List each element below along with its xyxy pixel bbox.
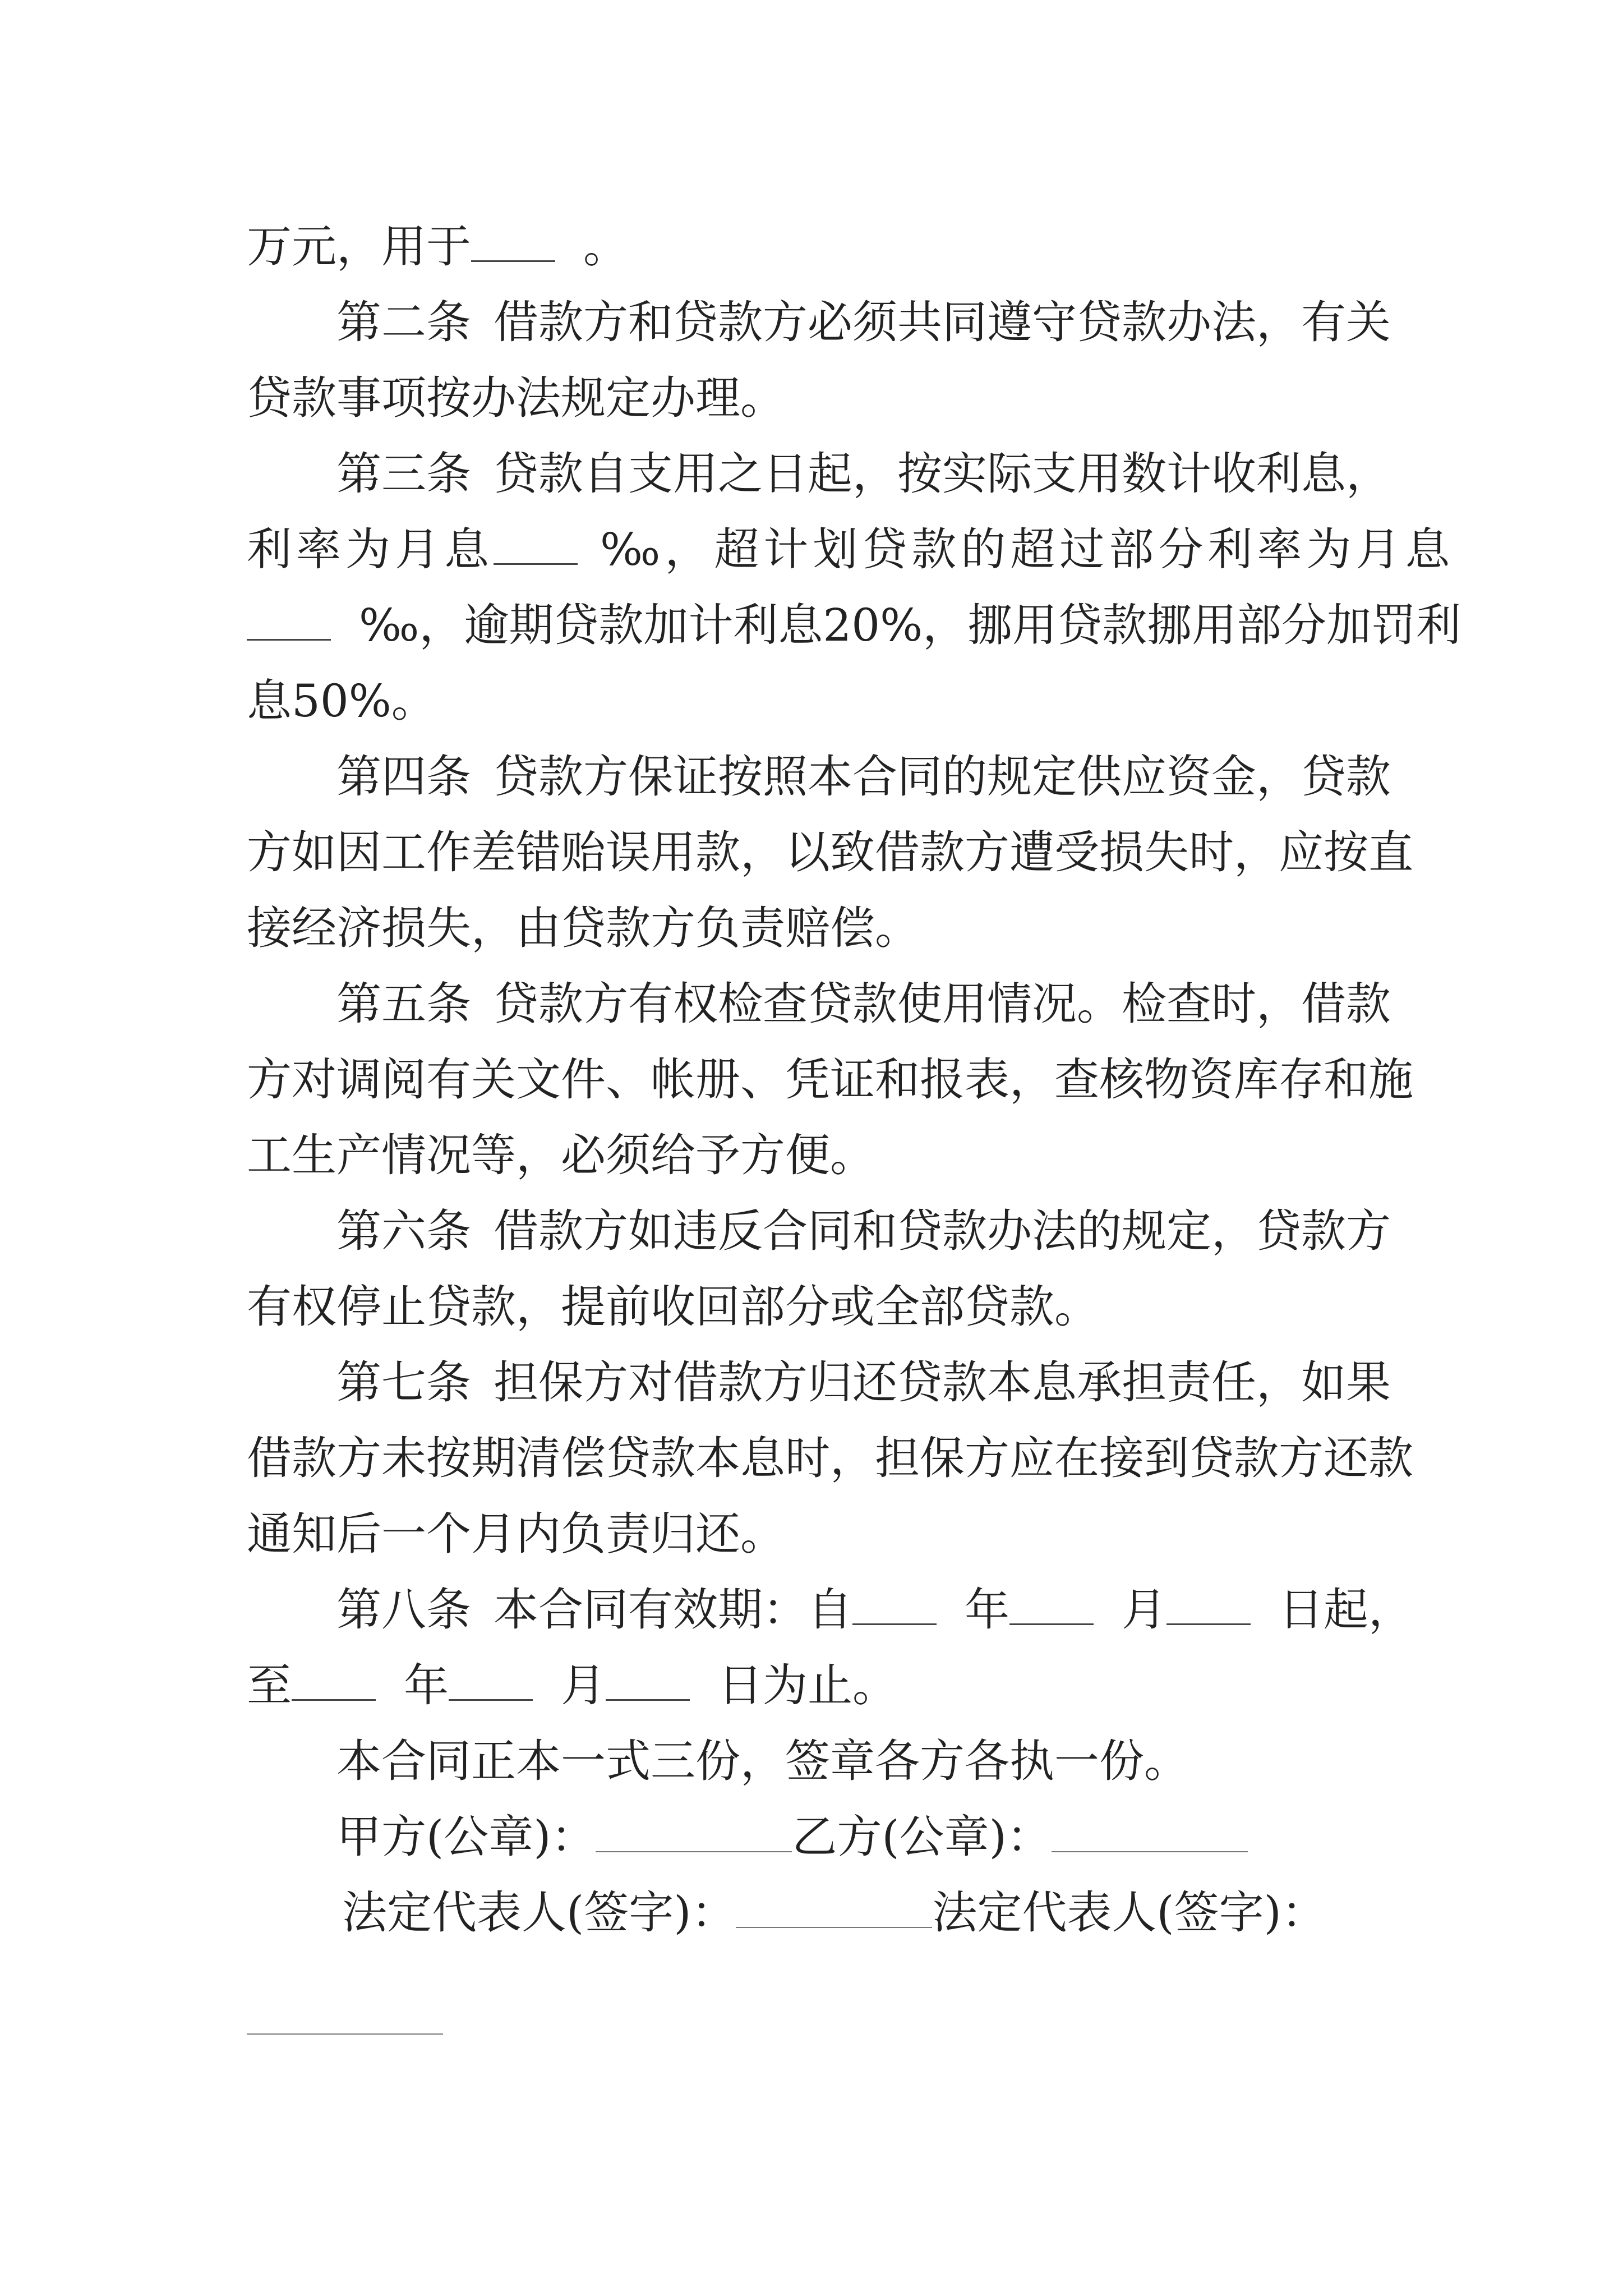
article-number: 第七条: [336, 1356, 471, 1409]
text-segment: 接经济损失，由贷款方负责赔偿。: [247, 902, 920, 954]
text-segment: 万元，用于: [247, 220, 471, 273]
article-4-first-line: [336, 751, 1391, 803]
signature-line-representatives: [342, 1887, 1326, 1939]
text-segment: 。: [583, 220, 628, 273]
text-segment: 年: [404, 1659, 449, 1711]
text-segment: 有权停止贷款，提前收回部分或全部贷款。: [247, 1281, 1099, 1333]
text-line: [247, 372, 785, 424]
text-segment: 方对调阅有关文件、帐册、凭证和报表，查核物资库存和施: [247, 1053, 1413, 1106]
article-number: 第六条: [336, 1205, 471, 1257]
blank-field: [247, 639, 331, 641]
text-segment: ‰，逾期贷款加计利息20%，挪用贷款挪用部分加罚利: [359, 599, 1461, 651]
representative-b-signature-blank: [247, 1997, 443, 2042]
text-line: [247, 1281, 1099, 1333]
party-a-seal-blank: [596, 1851, 792, 1852]
text-segment: 贷款方有权检查贷款使用情况。检查时，借款: [494, 978, 1391, 1030]
article-number: 第二条: [336, 296, 471, 348]
text-segment: 本合同有效期：自: [494, 1584, 852, 1636]
text-segment: 至: [247, 1659, 292, 1711]
blank-field: [247, 2033, 443, 2035]
text-segment: 月: [561, 1659, 606, 1711]
text-segment: 利率为月息: [247, 523, 494, 576]
article-number: 第五条: [336, 978, 471, 1030]
article-8-first-line: [336, 1584, 1413, 1636]
text-line: [247, 1129, 875, 1181]
text-line: [247, 220, 628, 273]
article-5-first-line: [336, 978, 1391, 1030]
text-segment: 工生产情况等，必须给予方便。: [247, 1129, 875, 1181]
party-b-label: 乙方(公章)：: [792, 1811, 1052, 1863]
text-line: [247, 599, 1461, 651]
text-segment: 息50%。: [247, 675, 436, 727]
text-segment: 贷款事项按办法规定办理。: [247, 372, 785, 424]
blank-field: [1009, 1623, 1094, 1625]
text-line: [247, 523, 1455, 576]
text-line: [247, 675, 436, 727]
party-a-label: 甲方(公章)：: [336, 1811, 596, 1863]
text-segment: 年: [965, 1584, 1009, 1636]
blank-field: [471, 260, 555, 262]
text-line: [247, 1659, 897, 1711]
article-3-first-line: [336, 448, 1391, 500]
blank-field: [1166, 1623, 1251, 1625]
blank-field-day-from-year: [852, 1623, 937, 1625]
text-segment: 贷款方保证按照本合同的规定供应资金，贷款: [494, 751, 1391, 803]
text-segment: 担保方对借款方归还贷款本息承担责任，如果: [494, 1356, 1391, 1409]
text-segment: 借款方和贷款方必须共同遵守贷款办法，有关: [494, 296, 1391, 348]
blank-field: [449, 1699, 533, 1701]
text-segment: 日起，: [1279, 1584, 1413, 1636]
article-number: 第四条: [336, 751, 471, 803]
text-line: [336, 1735, 1189, 1787]
article-2-first-line: [336, 296, 1391, 348]
party-b-seal-blank: [1052, 1851, 1248, 1852]
blank-field: [606, 1699, 690, 1701]
representative-a-label: 法定代表人(签字)：: [342, 1887, 736, 1939]
article-6-first-line: [336, 1205, 1391, 1257]
text-line: [247, 1053, 1413, 1106]
text-segment: 本合同正本一式三份，签章各方各执一份。: [336, 1735, 1189, 1787]
text-segment: ‰，超计划贷款的超过部分利率为月息: [600, 523, 1455, 576]
text-segment: 月: [1122, 1584, 1166, 1636]
article-7-first-line: [336, 1356, 1391, 1409]
text-line: [247, 1508, 785, 1560]
text-line: [247, 902, 920, 954]
blank-field: [292, 1699, 376, 1701]
article-number: 第八条: [336, 1584, 471, 1636]
text-segment: 贷款自支用之日起，按实际支用数计收利息，: [494, 448, 1391, 500]
text-segment: 借款方未按期清偿贷款本息时，担保方应在接到贷款方还款: [247, 1432, 1413, 1484]
text-line: [247, 1432, 1413, 1484]
text-segment: 借款方如违反合同和贷款办法的规定，贷款方: [494, 1205, 1391, 1257]
representative-a-signature-blank: [736, 1927, 932, 1928]
blank-field: [494, 563, 578, 565]
representative-b-label: 法定代表人(签字)：: [932, 1887, 1326, 1939]
text-segment: 方如因工作差错贻误用款，以致借款方遭受损失时，应按直: [247, 826, 1413, 878]
article-number: 第三条: [336, 448, 471, 500]
text-segment: 日为止。: [718, 1659, 897, 1711]
text-segment: 通知后一个月内负责归还。: [247, 1508, 785, 1560]
text-line: [247, 826, 1413, 878]
signature-line-party-a-b: [336, 1811, 1248, 1863]
